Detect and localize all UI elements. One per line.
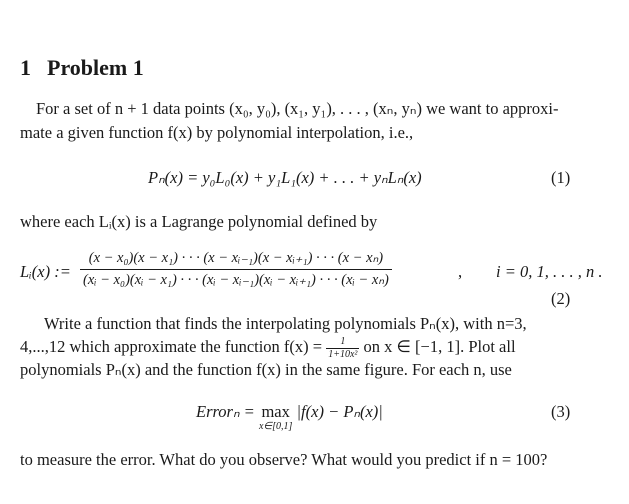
closing-text: to measure the error. What do you observe? What would you predict if n = 100? <box>20 450 548 469</box>
equation-3-rhs: |f(x) − Pₙ(x)| <box>296 402 383 421</box>
task-line-2 <box>20 336 516 360</box>
function-fraction <box>326 337 359 360</box>
section-heading <box>20 55 144 81</box>
equation-2-comma: , <box>458 262 463 281</box>
equation-1-tag: (1) <box>551 168 571 187</box>
intro-line-2: mate a given function f(x) by polynomial interpolation, i.e., <box>20 123 414 142</box>
equation-1: Pₙ(x) = y₀L₀(x) + y₁L₁(x) + . . . + yₙLₙ(x) <box>148 168 422 187</box>
where-text: where each Lᵢ(x) is a Lagrange polynomial defined by <box>20 212 378 231</box>
equation-3-max <box>259 402 292 432</box>
section-title: Problem 1 <box>47 55 144 80</box>
intro-line-1: For a set of n + 1 data points (x₀, y₀), (x₁, y₁), . . . , (xₙ, yₙ) we want to approxi- <box>36 99 559 118</box>
equation-2-fraction <box>80 250 392 289</box>
equation-3-max-subscript: x∈[0,1] <box>258 421 293 432</box>
equation-2-lhs: Lᵢ(x) := <box>20 262 71 281</box>
task-line-2-start: 4,...,12 which approximate the function f(x) = <box>20 337 323 356</box>
equation-3 <box>196 402 383 432</box>
task-line-3: polynomials Pₙ(x) and the function f(x) in the same figure. For each n, use <box>20 360 512 379</box>
equation-3-lhs: Errorₙ = <box>196 402 255 421</box>
section-number: 1 <box>20 55 31 80</box>
function-fraction-denominator: 1+10x² <box>328 348 358 360</box>
function-fraction-numerator: 1 <box>326 337 359 349</box>
task-line-1: Write a function that finds the interpolating polynomials Pₙ(x), with n=3, <box>44 314 527 333</box>
equation-3-tag: (3) <box>551 402 571 421</box>
equation-3-max-label: max <box>261 402 290 421</box>
task-line-2-end: on x ∈ [−1, 1]. Plot all <box>363 337 516 356</box>
equation-2-range: i = 0, 1, . . . , n . <box>496 262 603 281</box>
equation-2-numerator: (x − x₀)(x − x₁) · · · (x − xᵢ₋₁)(x − xᵢ₊₁) · · · (x − xₙ) <box>80 250 392 270</box>
equation-2-tag: (2) <box>551 289 571 308</box>
equation-2-denominator: (xᵢ − x₀)(xᵢ − x₁) · · · (xᵢ − xᵢ₋₁)(xᵢ − xᵢ₊₁) · · · (xᵢ − xₙ) <box>83 272 389 288</box>
